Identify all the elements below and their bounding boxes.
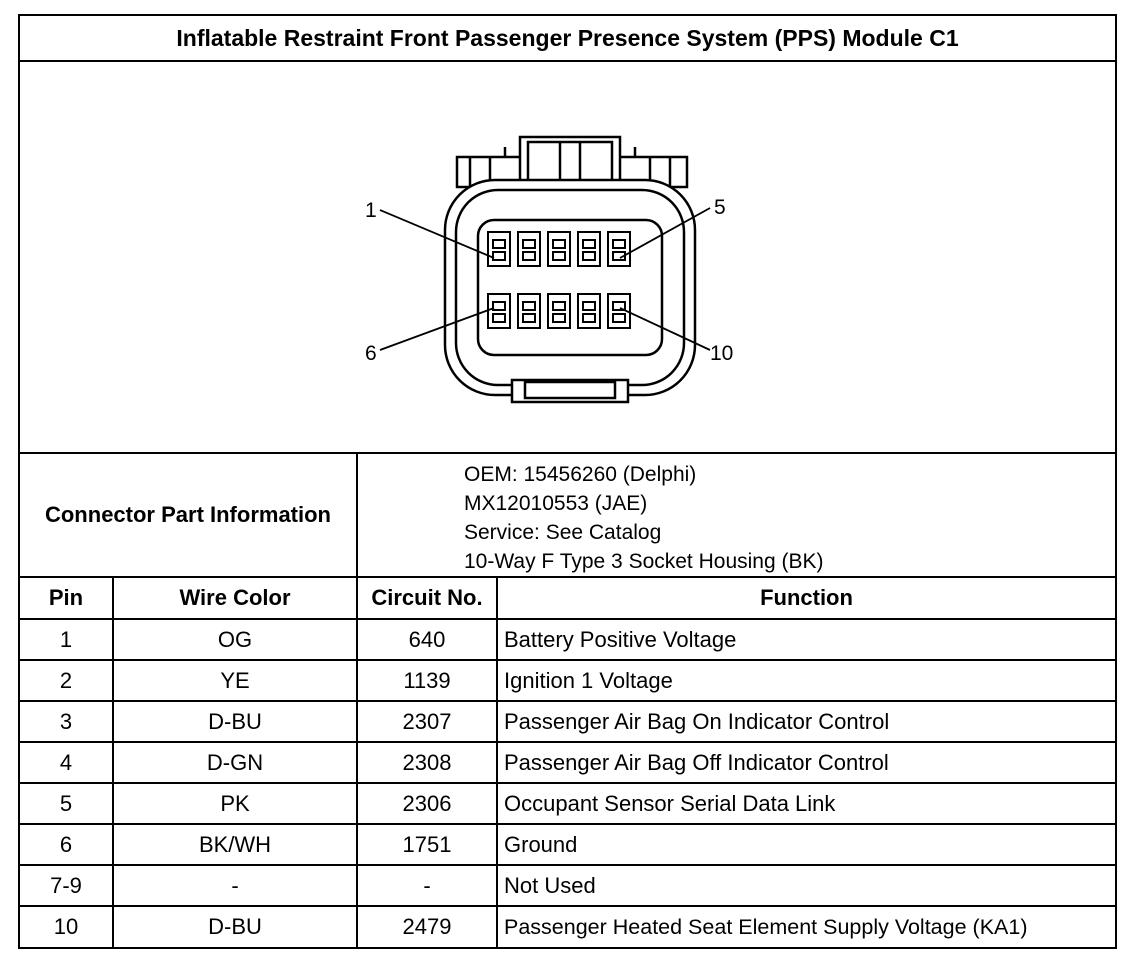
wire-color-cell: YE (112, 659, 358, 702)
connector-info-details (356, 452, 1117, 578)
connector-info-housing: 10-Way F Type 3 Socket Housing (BK) (464, 550, 824, 573)
connector-face-illustration (20, 62, 1115, 452)
callout-pin-10: 10 (710, 342, 734, 365)
pin-cell: 6 (18, 823, 114, 866)
callout-pin-5: 5 (714, 196, 726, 219)
function-cell: Ground (496, 823, 1117, 866)
circuit-cell: 2306 (356, 782, 498, 825)
header-circuit-no: Circuit No. (356, 576, 498, 620)
callout-pin-1: 1 (365, 199, 377, 222)
wire-color-cell: OG (112, 618, 358, 661)
circuit-cell: 640 (356, 618, 498, 661)
pin-cell: 3 (18, 700, 114, 743)
connector-info-jae: MX12010553 (JAE) (464, 492, 648, 515)
wire-color-cell: D-GN (112, 741, 358, 784)
function-cell: Passenger Heated Seat Element Supply Voltage (KA1) (496, 905, 1117, 949)
connector-info-service: Service: See Catalog (464, 521, 662, 544)
wire-color-cell: BK/WH (112, 823, 358, 866)
wire-color-cell: PK (112, 782, 358, 825)
function-cell: Passenger Air Bag Off Indicator Control (496, 741, 1117, 784)
connector-document (18, 14, 1117, 954)
circuit-cell: 1139 (356, 659, 498, 702)
pin-cell: 4 (18, 741, 114, 784)
circuit-cell: 2307 (356, 700, 498, 743)
pin-cell: 7-9 (18, 864, 114, 907)
connector-info-label: Connector Part Information (18, 452, 358, 578)
document-title: Inflatable Restraint Front Passenger Presence System (PPS) Module C1 (18, 14, 1117, 62)
callout-pin-6: 6 (365, 342, 377, 365)
circuit-cell: 1751 (356, 823, 498, 866)
wire-color-cell: D-BU (112, 700, 358, 743)
function-cell: Ignition 1 Voltage (496, 659, 1117, 702)
pin-cell: 10 (18, 905, 114, 949)
pin-cell: 2 (18, 659, 114, 702)
header-wire-color: Wire Color (112, 576, 358, 620)
circuit-cell: 2308 (356, 741, 498, 784)
wire-color-cell: - (112, 864, 358, 907)
connector-info-oem: OEM: 15456260 (Delphi) (464, 463, 697, 486)
header-function: Function (496, 576, 1117, 620)
header-pin: Pin (18, 576, 114, 620)
function-cell: Battery Positive Voltage (496, 618, 1117, 661)
wire-color-cell: D-BU (112, 905, 358, 949)
circuit-cell: - (356, 864, 498, 907)
function-cell: Passenger Air Bag On Indicator Control (496, 700, 1117, 743)
pin-cell: 5 (18, 782, 114, 825)
circuit-cell: 2479 (356, 905, 498, 949)
pin-cell: 1 (18, 618, 114, 661)
connector-diagram (18, 60, 1117, 454)
function-cell: Not Used (496, 864, 1117, 907)
function-cell: Occupant Sensor Serial Data Link (496, 782, 1117, 825)
